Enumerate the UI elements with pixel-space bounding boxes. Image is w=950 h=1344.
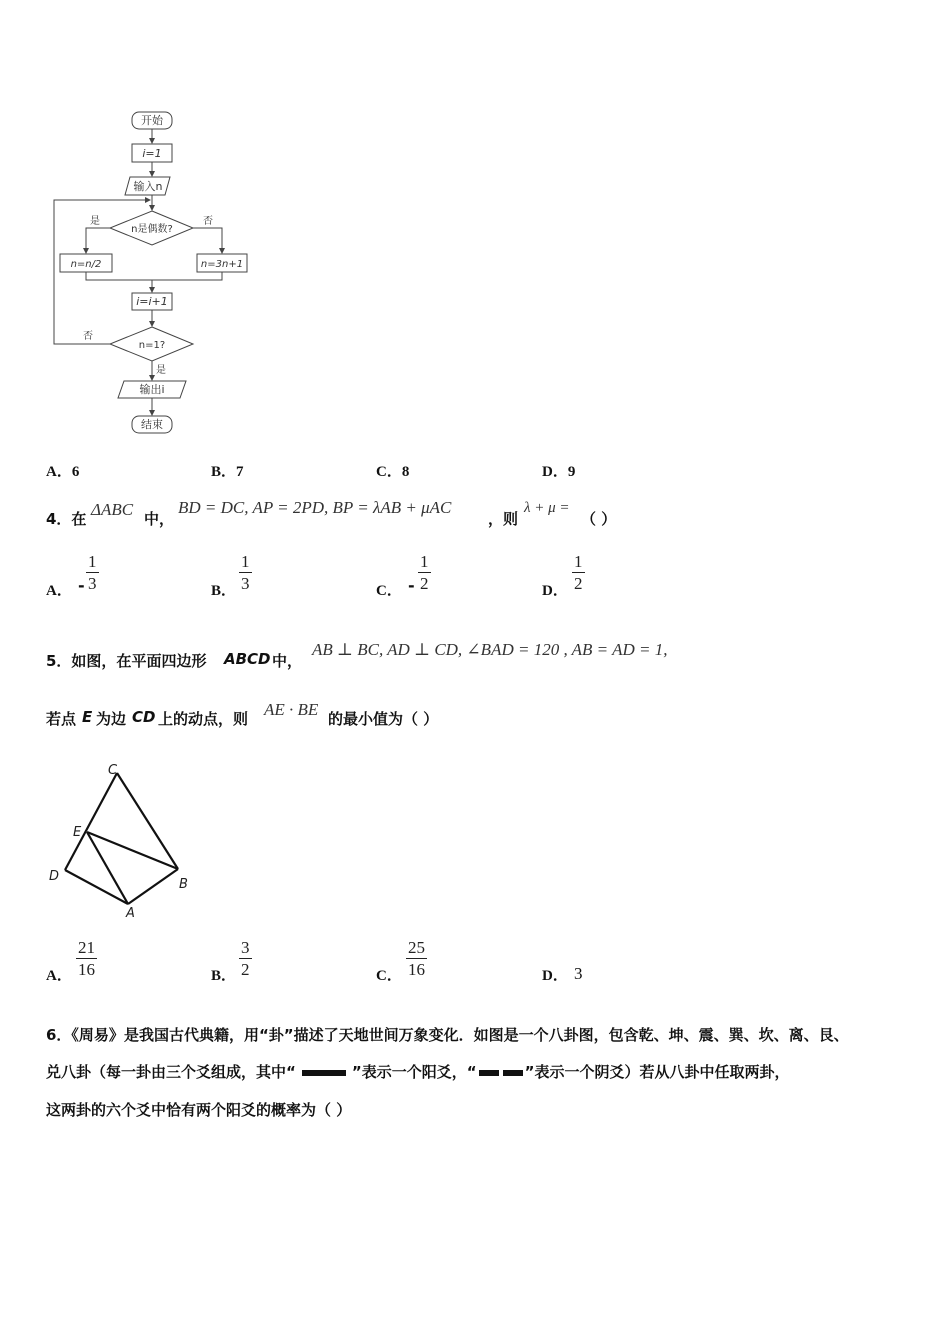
label-e: E	[73, 825, 82, 840]
q4-option-d[interactable]: D． $\frac{1}{2}$	[542, 552, 583, 599]
flow-no2-text: 否	[83, 331, 93, 342]
q4-stem	[46, 498, 926, 528]
yin-line-symbol-right	[503, 1070, 523, 1076]
flow-cond1-text: n是偶数?	[131, 224, 173, 235]
q4-option-a[interactable]: A． - $\frac{1}{3}$	[46, 552, 97, 599]
q5-option-c[interactable]: C． $\frac{25}{16}$	[376, 938, 425, 984]
label-a: A	[126, 906, 135, 921]
yang-line-symbol	[302, 1070, 346, 1076]
q5-expr: AE · BE	[264, 700, 319, 719]
q3-option-d[interactable]: D．9	[542, 464, 576, 480]
q5-option-b[interactable]: B． $\frac{3}{2}$	[211, 938, 250, 984]
q4-paren: （ ）	[581, 510, 617, 528]
q3-option-c[interactable]: C．8	[376, 464, 410, 480]
q5-quadrilateral-figure	[45, 760, 195, 920]
edge-cb	[117, 773, 178, 869]
q4-option-b-fraction: $\frac{1}{3}$	[241, 552, 250, 593]
q4-condition: BD = DC, AP = 2PD, BP = λAB + μAC	[178, 498, 452, 517]
flow-start-text: 开始	[141, 114, 163, 127]
yin-line-symbol-left	[479, 1070, 499, 1076]
q3-option-b[interactable]: B．7	[211, 464, 244, 480]
q4-prefix: 4．在	[46, 510, 87, 528]
q3-option-a[interactable]: A．6	[46, 464, 80, 480]
flow-inc-text: i=i+1	[136, 295, 168, 308]
flow-input-text: 输入n	[133, 180, 163, 193]
q5-stem-line2: 若点 E 为边 CD 上的动点，则 AE · BE 的最小值为（ ）	[46, 700, 439, 728]
q6-line2: 兑八卦（每一卦由三个爻组成，其中“ ”表示一个阳爻，“ ”表示一个阴爻）若从八卦中任取两卦，	[46, 1063, 790, 1081]
edge-cd	[65, 773, 117, 870]
q5-shape: ABCD	[224, 650, 271, 668]
label-c: C	[108, 763, 118, 778]
segment-eb	[87, 832, 178, 869]
flow-yes2-text: 是	[156, 365, 166, 376]
flow-left-text: n=n/2	[70, 259, 102, 270]
flow-cond2-text: n=1?	[138, 340, 166, 351]
edge-ab	[128, 869, 178, 904]
flowchart	[45, 105, 244, 440]
q5-condition: AB ⊥ BC, AD ⊥ CD, ∠BAD = 120 , AB = AD = 1,	[312, 640, 668, 659]
q4-then: ，则	[488, 510, 519, 528]
q4-option-c-fraction: $\frac{1}{2}$	[420, 552, 429, 593]
q4-expr: λ + μ =	[524, 500, 570, 516]
q4-option-b[interactable]: B． $\frac{1}{3}$	[211, 552, 250, 599]
q4-option-d-fraction: $\frac{1}{2}$	[574, 552, 583, 593]
flow-init-text: i=1	[142, 147, 162, 160]
q4-mid: 中，	[144, 510, 175, 528]
flow-end-text: 结束	[141, 418, 163, 431]
flow-right-text: n=3n+1	[200, 259, 244, 270]
q6-line1: 6．《周易》是我国古代典籍，用“卦”描述了天地世间万象变化．如图是一个八卦图，包含乾、坤、震、巽、坎、离、艮、	[46, 1026, 849, 1044]
q5-option-a-fraction: $\frac{21}{16}$	[78, 938, 95, 979]
q5-stem-line1: 5．如图，在平面四边形 ABCD 中， AB ⊥ BC, AD ⊥ CD, ∠BAD = 120 , AB = AD = 1,	[46, 640, 668, 670]
q4-option-c[interactable]: C． - $\frac{1}{2}$	[376, 552, 429, 599]
q5-option-b-fraction: $\frac{3}{2}$	[241, 938, 250, 979]
flow-no1-text: 否	[203, 216, 213, 227]
q5-option-d[interactable]: D． 3	[542, 964, 583, 984]
q5-option-a[interactable]: A． $\frac{21}{16}$	[46, 938, 95, 984]
q6-line3: 这两卦的六个爻中恰有两个阳爻的概率为（ ）	[46, 1101, 352, 1119]
label-b: B	[179, 877, 188, 892]
q5-option-c-fraction: $\frac{25}{16}$	[408, 938, 425, 979]
flow-yes1-text: 是	[90, 216, 100, 227]
q4-option-a-fraction: $\frac{1}{3}$	[88, 552, 97, 593]
flow-output-text: 输出i	[139, 383, 165, 396]
label-d: D	[49, 869, 60, 884]
q4-triangle: ΔABC	[91, 500, 134, 519]
